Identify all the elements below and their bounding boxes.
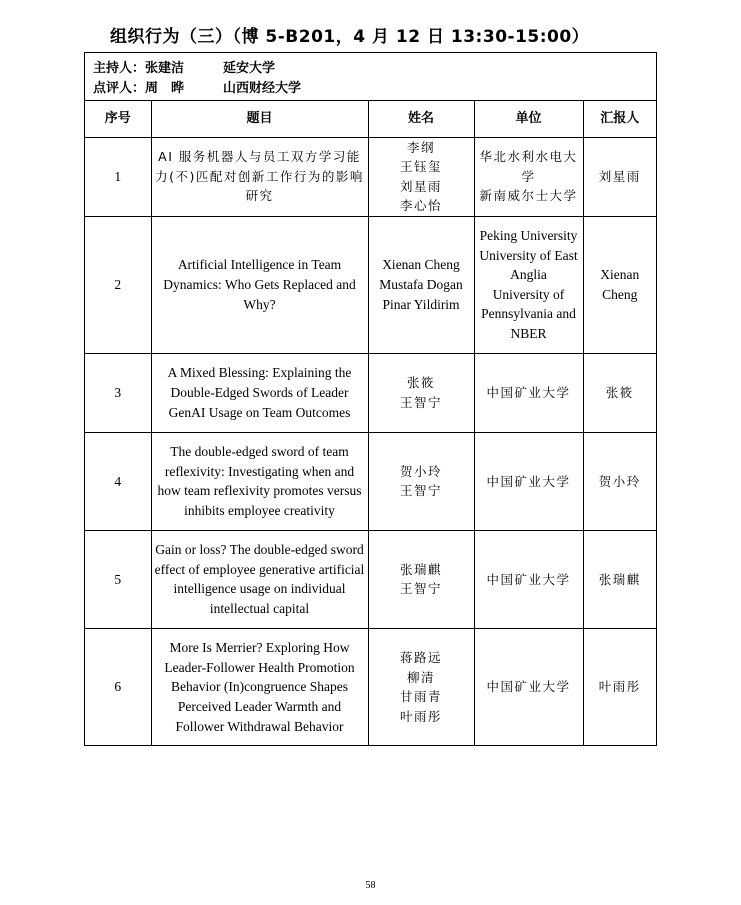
row-number: 3 [85, 353, 151, 432]
table-row [85, 432, 656, 530]
row-number: 6 [85, 628, 151, 745]
host-affiliation: 延安大学 [223, 61, 276, 76]
table-row [85, 353, 656, 432]
presenter: 张瑞麒 [583, 530, 656, 628]
row-number: 1 [85, 137, 151, 216]
session-title: 组织行为（三）（博 5-B201，4 月 12 日 13:30-15:00） [110, 27, 590, 47]
paper-title: A Mixed Blessing: Explaining the Double-Edged Swords of Leader GenAI Usage on Team Outcomes [151, 353, 368, 432]
author-list [368, 628, 474, 745]
presenter: Xienan Cheng [583, 216, 656, 353]
host-label: 主持人：张建洁 [93, 61, 185, 76]
column-header-name: 姓名 [368, 101, 474, 137]
presenter: 张筱 [583, 353, 656, 432]
schedule-table [85, 101, 656, 745]
row-number: 2 [85, 216, 151, 353]
author-list [368, 137, 474, 216]
author-name: 张瑞麒 [399, 561, 442, 577]
author-name: 贺小玲 [399, 463, 442, 479]
presenter: 刘星雨 [583, 137, 656, 216]
table-row [85, 530, 656, 628]
author-list [368, 216, 474, 353]
page-number: 58 [365, 880, 376, 891]
unit-name: 华北水利水电大学 [479, 149, 578, 184]
hosts-block [85, 53, 656, 101]
author-name: 蒋路远 [399, 649, 442, 665]
unit-name: University of Pennsylvania and NBER [481, 286, 576, 342]
session-frame [84, 52, 657, 746]
paper-title: The double-edged sword of team reflexivity: Investigating when and how team reflexivity promotes versus inhibits employee creativity [151, 432, 368, 530]
table-row [85, 628, 656, 745]
reviewer-affiliation: 山西财经大学 [223, 81, 302, 96]
unit-name: 中国矿业大学 [474, 353, 583, 432]
table-row [85, 216, 656, 353]
unit-name: 中国矿业大学 [474, 530, 583, 628]
column-header-presenter: 汇报人 [583, 101, 656, 137]
column-header-title: 题目 [151, 101, 368, 137]
author-name: 柳清 [406, 669, 435, 685]
reviewer-line [93, 79, 648, 99]
unit-name: 中国矿业大学 [474, 628, 583, 745]
author-name: 李纲 [406, 139, 435, 155]
column-header-no: 序号 [85, 101, 151, 137]
author-name: 王钰玺 [399, 159, 442, 175]
author-name: Pinar Yildirim [382, 296, 460, 312]
author-name: 李心怡 [399, 198, 442, 214]
unit-name: 新南威尔士大学 [479, 188, 578, 204]
table-row [85, 137, 656, 216]
paper-title: AI 服务机器人与员工双方学习能力(不)匹配对创新工作行为的影响研究 [151, 137, 368, 216]
host-line [93, 59, 648, 79]
author-name: 王智宁 [399, 394, 442, 410]
table-header-row [85, 101, 656, 137]
author-name: Mustafa Dogan [379, 277, 463, 293]
presenter: 贺小玲 [583, 432, 656, 530]
unit-list [474, 137, 583, 216]
paper-title: Artificial Intelligence in Team Dynamics: Who Gets Replaced and Why? [151, 216, 368, 353]
row-number: 5 [85, 530, 151, 628]
column-header-unit: 单位 [474, 101, 583, 137]
author-name: Xienan Cheng [382, 257, 460, 273]
author-name: 叶雨彤 [399, 708, 442, 724]
unit-name: University of East Anglia [479, 247, 578, 283]
author-name: 甘雨青 [399, 689, 442, 705]
paper-title: More Is Merrier? Exploring How Leader-Follower Health Promotion Behavior (In)congruence Shapes Perceived Leader Warmth and Follower Withdrawal Behavior [151, 628, 368, 745]
author-list [368, 432, 474, 530]
author-name: 张筱 [406, 375, 435, 391]
presenter: 叶雨彤 [583, 628, 656, 745]
author-name: 王智宁 [399, 483, 442, 499]
author-name: 刘星雨 [399, 178, 442, 194]
unit-name: Peking University [479, 228, 578, 244]
unit-list [474, 216, 583, 353]
author-list [368, 530, 474, 628]
unit-name: 中国矿业大学 [474, 432, 583, 530]
paper-title: Gain or loss? The double-edged sword effect of employee generative artificial intelligence usage on individual intellectual capital [151, 530, 368, 628]
author-name: 王智宁 [399, 581, 442, 597]
author-list [368, 353, 474, 432]
row-number: 4 [85, 432, 151, 530]
reviewer-label: 点评人：周 晔 [93, 81, 185, 96]
